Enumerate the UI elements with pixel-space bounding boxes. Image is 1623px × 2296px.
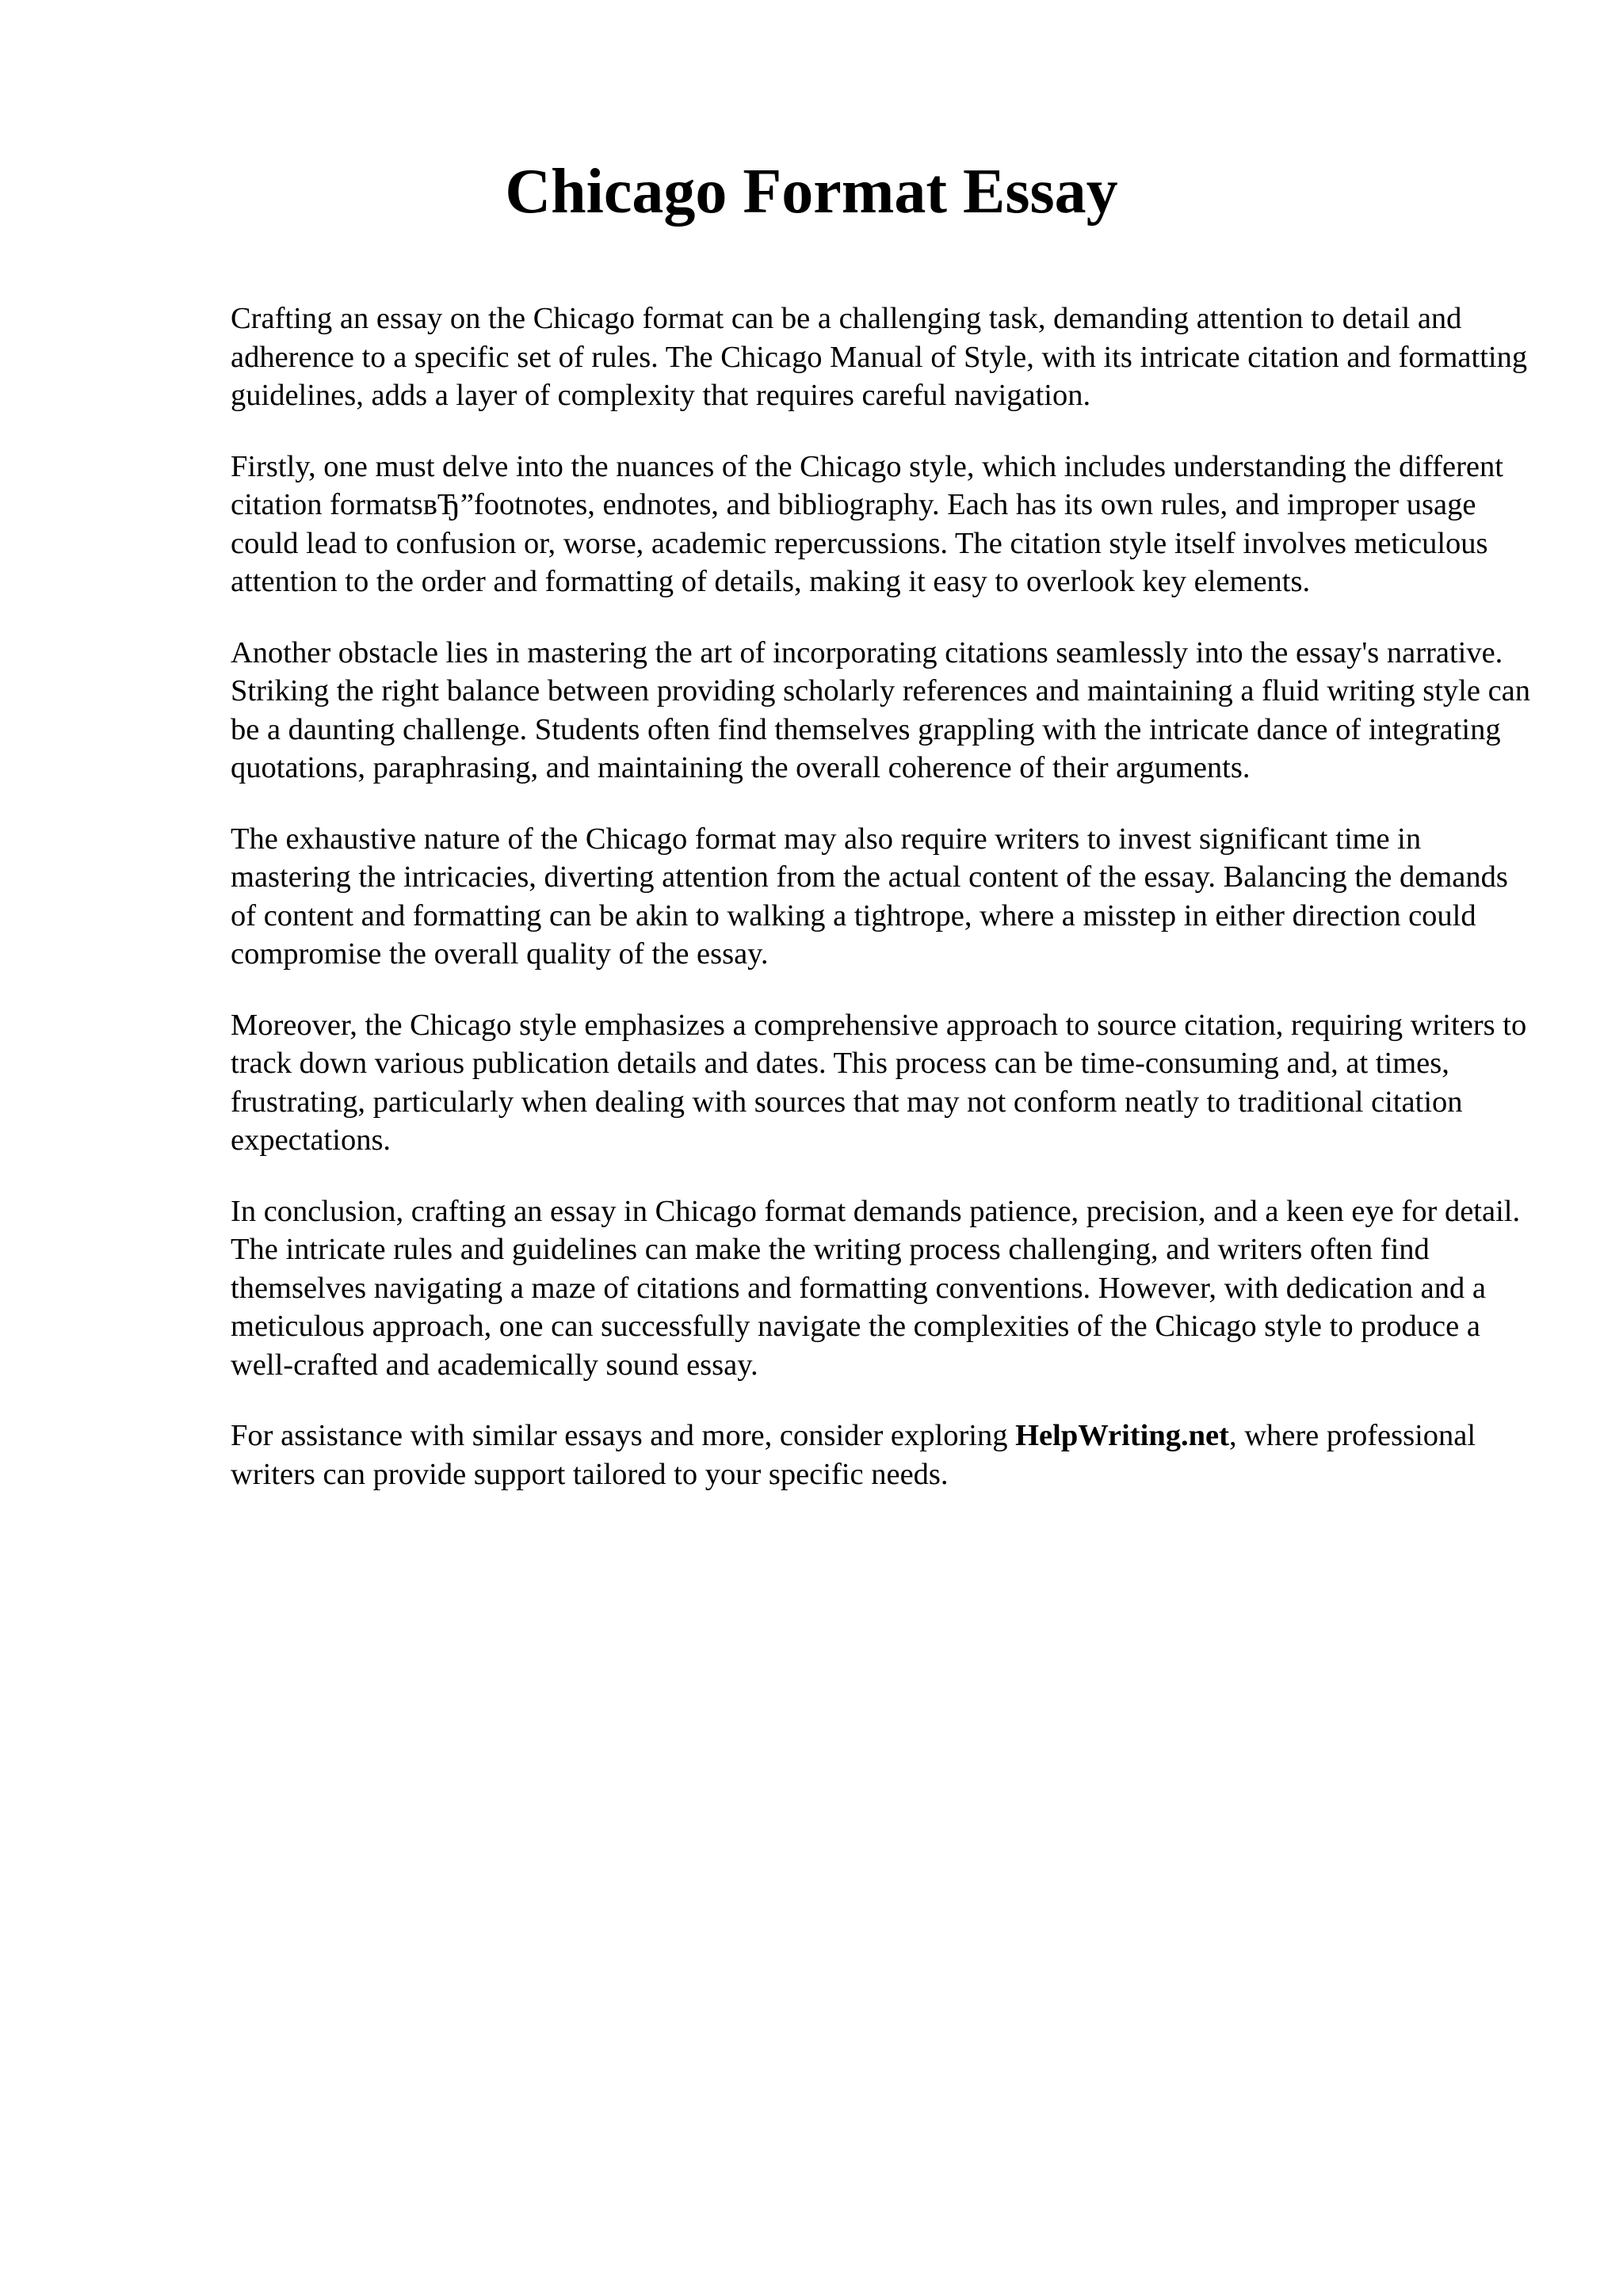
paragraph-citation-formats: Firstly, one must delve into the nuances of the Chicago style, which includes understanding the different citation formatsвЂ”footnotes, endnotes, and bibliography. Each has its own rules, and improper usage could lead to confusion or, worse, academic repercussions. The citation style itself involves meticulous attention to the order and formatting of details, making it easy to overlook key elements. — [231, 449, 1503, 598]
closing-text-before: For assistance with similar essays and more, consider exploring — [231, 1419, 1016, 1452]
paragraph-exhaustive-nature: The exhaustive nature of the Chicago format may also require writers to invest significant time in mastering the intricacies, diverting attention from the actual content of the essay. Balancing the demands of content and formatting can be akin to walking a tightrope, where a misstep in either direction could compromise the overall quality of the essay. — [231, 822, 1508, 971]
paragraph-closing — [231, 1417, 1530, 1493]
paragraph-source-citation: Moreover, the Chicago style emphasizes a comprehensive approach to source citation, requiring writers to track down various publication details and dates. This process can be time-consuming and, at times, frustrating, particularly when dealing with sources that may not conform neatly to traditional citation expectations. — [231, 1008, 1527, 1157]
helpwriting-link[interactable]: HelpWriting.net — [1015, 1419, 1229, 1452]
paragraph-incorporating-citations: Another obstacle lies in mastering the art of incorporating citations seamlessly into the essay's narrative. Striking the right balance between providing scholarly references and maintaining a fluid writing style can be a daunting challenge. Students often find themselves grappling with the intricate dance of integrating quotations, paraphrasing, and maintaining the overall coherence of their arguments. — [231, 635, 1531, 784]
page-title: Chicago Format Essay — [505, 157, 1118, 227]
paragraph-intro: Crafting an essay on the Chicago format can be a challenging task, demanding attention to detail and adherence to a specific set of rules. The Chicago Manual of Style, with its intricate citation and formatting guidelines, adds a layer of complexity that requires careful navigation. — [231, 302, 1528, 412]
closing-text-after: , where professional writers can provide support tailored to your specific needs. — [231, 1419, 1476, 1491]
paragraph-conclusion: In conclusion, crafting an essay in Chicago format demands patience, precision, and a keen eye for detail. The intricate rules and guidelines can make the writing process challenging, and writers often find themselves navigating a maze of citations and formatting conventions. However, with dedication and a meticulous approach, one can successfully navigate the complexities of the Chicago style to produce a well-crafted and academically sound essay. — [231, 1194, 1521, 1382]
essay-body — [231, 299, 1530, 1526]
